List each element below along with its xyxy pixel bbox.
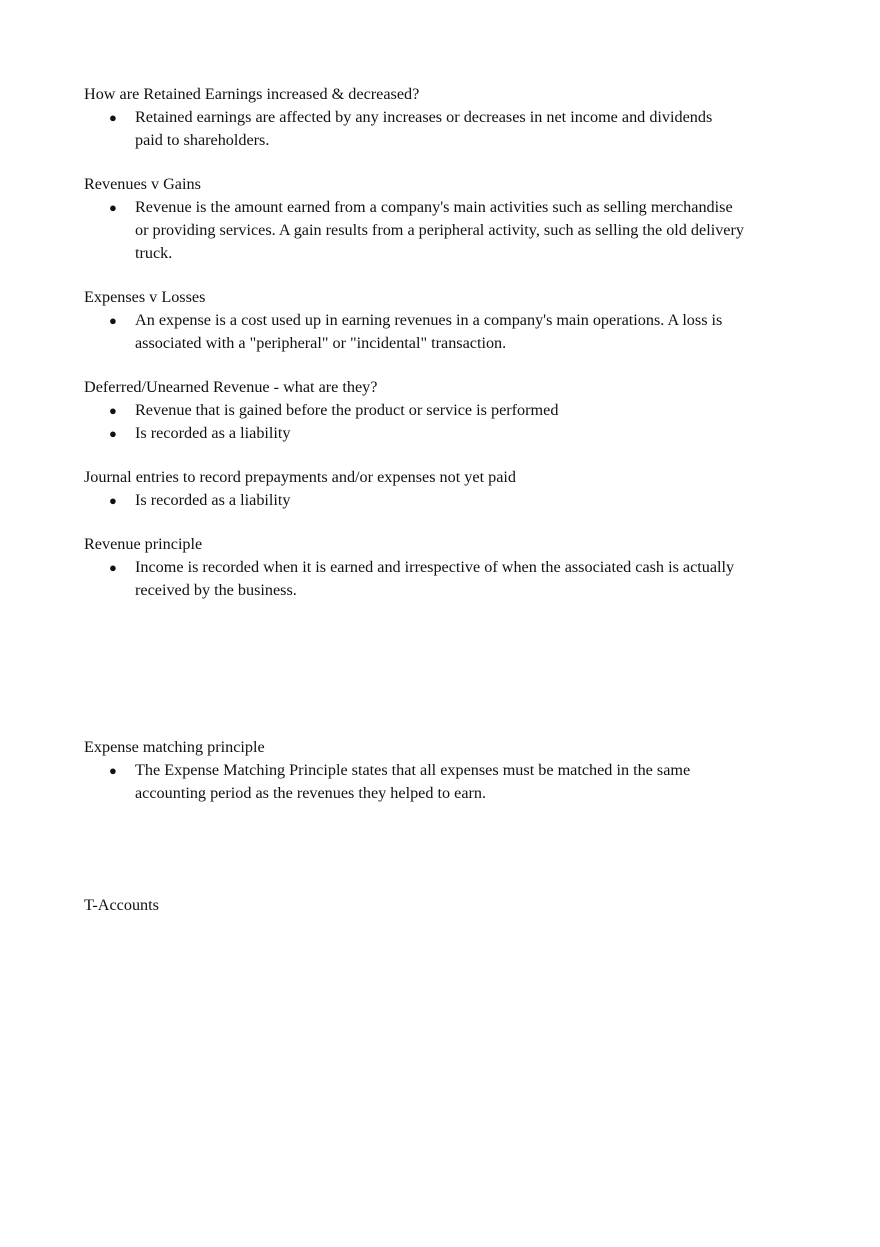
bullet-icon: ● xyxy=(109,763,117,778)
bullet-text: The Expense Matching Principle states that all expenses must be matched in the same accounting period as the revenues they helped to earn. xyxy=(135,761,691,802)
bullet-text: Revenue that is gained before the product or service is performed xyxy=(135,401,559,419)
section-heading: Revenue principle xyxy=(84,535,203,553)
bullet-icon: ● xyxy=(109,426,117,441)
section-expenses-v-losses xyxy=(84,286,744,355)
bullet-icon: ● xyxy=(109,403,117,418)
bullet-icon: ● xyxy=(109,560,117,575)
section-retained-earnings xyxy=(84,83,744,152)
bullet-list xyxy=(84,399,744,445)
bullet-list xyxy=(84,196,744,265)
section-heading: Revenues v Gains xyxy=(84,175,201,193)
bullet-item xyxy=(84,489,744,512)
bullet-icon: ● xyxy=(109,200,117,215)
section-heading: Expenses v Losses xyxy=(84,288,206,306)
bullet-icon: ● xyxy=(109,493,117,508)
section-journal-entries xyxy=(84,466,744,512)
bullet-item xyxy=(84,196,744,265)
section-heading: Expense matching principle xyxy=(84,738,265,756)
bullet-text: Income is recorded when it is earned and irrespective of when the associated cash is actually received by the business. xyxy=(135,558,735,599)
bullet-item xyxy=(84,759,724,805)
section-t-accounts xyxy=(84,894,744,917)
bullet-text: Is recorded as a liability xyxy=(135,491,291,509)
bullet-icon: ● xyxy=(109,313,117,328)
bullet-text: Retained earnings are affected by any increases or decreases in net income and dividends paid to shareholders. xyxy=(135,108,713,149)
bullet-text: An expense is a cost used up in earning revenues in a company's main operations. A loss is associated with a "peripheral" or "incidental" transaction. xyxy=(135,311,723,352)
section-revenue-principle xyxy=(84,533,744,602)
section-expense-matching xyxy=(84,736,724,805)
section-revenues-v-gains xyxy=(84,173,744,265)
section-heading: T-Accounts xyxy=(84,896,159,914)
bullet-item xyxy=(84,106,744,152)
section-deferred-revenue xyxy=(84,376,744,445)
section-heading: How are Retained Earnings increased & decreased? xyxy=(84,85,420,103)
section-heading: Deferred/Unearned Revenue - what are they? xyxy=(84,378,378,396)
bullet-item xyxy=(84,399,744,422)
bullet-list xyxy=(84,556,744,602)
bullet-item xyxy=(84,556,744,602)
bullet-text: Is recorded as a liability xyxy=(135,424,291,442)
bullet-item xyxy=(84,309,744,355)
bullet-list xyxy=(84,309,744,355)
bullet-icon: ● xyxy=(109,110,117,125)
bullet-list xyxy=(84,106,744,152)
bullet-text: Revenue is the amount earned from a company's main activities such as selling merchandise or providing services. A gain results from a peripheral activity, such as selling the old delivery truck. xyxy=(135,198,744,262)
bullet-item xyxy=(84,422,744,445)
bullet-list xyxy=(84,489,744,512)
bullet-list xyxy=(84,759,724,805)
section-heading: Journal entries to record prepayments and/or expenses not yet paid xyxy=(84,468,516,486)
